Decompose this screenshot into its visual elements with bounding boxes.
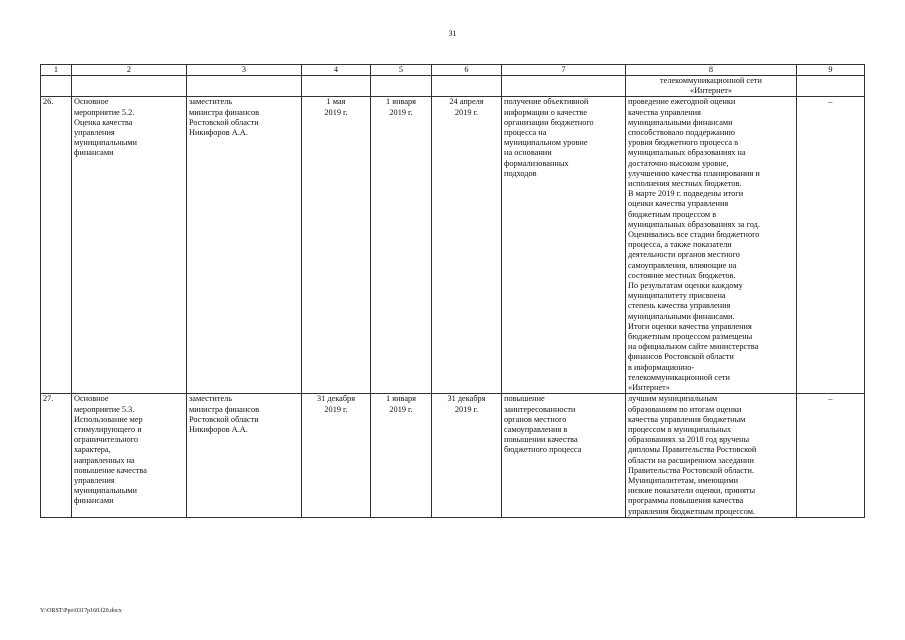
- text-line: 1 января: [386, 394, 416, 404]
- text-line: Ростовской области: [189, 117, 259, 127]
- text-line: Оценивались все стадии бюджетного: [628, 230, 760, 240]
- text-line: управления: [74, 475, 115, 485]
- text-line: самоуправления, влияющие на: [628, 260, 737, 270]
- text-line: Основное: [74, 97, 109, 107]
- text-line: министра финансов: [189, 404, 260, 414]
- text-line: органов местного: [504, 414, 567, 424]
- start-date-cell: [371, 97, 432, 394]
- text-line: 2019 г.: [454, 107, 479, 117]
- column-number-row: [41, 65, 865, 76]
- text-line: программы повышения качества: [628, 496, 744, 506]
- text-line: формализованных: [504, 158, 569, 168]
- text-line: бюджетного процесса: [504, 445, 582, 455]
- text-line: проведение ежегодной оценки: [628, 97, 736, 107]
- text-line: на официальном сайте министерства: [628, 342, 759, 352]
- text-line: Ростовской области: [189, 414, 259, 424]
- text-line: способствовало поддержанию: [628, 128, 735, 138]
- text-line: муниципальными: [74, 138, 137, 148]
- text-line: мероприятие 5.2.: [74, 107, 135, 117]
- continuation-cell: [626, 76, 797, 97]
- continuation-row: [41, 76, 865, 97]
- text-line: 31 декабря: [316, 394, 356, 404]
- text-line: муниципальными финансами.: [628, 311, 735, 321]
- text-line: деятельности органов местного: [628, 250, 740, 260]
- page-number: 31: [448, 29, 457, 38]
- text-line: подходов: [504, 168, 537, 178]
- expected-result-cell: [502, 97, 626, 394]
- text-line: процессом в муниципальных: [628, 424, 732, 434]
- text-line: образованиях за 2018 год вручены: [628, 435, 750, 445]
- text-line: муниципальными финансами: [628, 117, 733, 127]
- text-line: 1 января: [386, 97, 416, 107]
- text-line: муниципальных образованиях за год.: [628, 219, 760, 229]
- header-cell: 8: [626, 65, 797, 76]
- text-line: уровня бюджетного процесса в: [628, 138, 739, 148]
- file-path-footer: Y:\ORST\Ppo\0317p160.f20.docx: [40, 608, 122, 614]
- text-line: 24 апреля: [449, 97, 484, 107]
- header-cell: 5: [371, 65, 432, 76]
- table-row: [41, 97, 865, 394]
- text-line: муниципальных образованиях на: [628, 148, 746, 158]
- text-line: министра финансов: [189, 107, 260, 117]
- text-line: заместитель: [189, 394, 233, 404]
- text-line: качества управления: [628, 107, 701, 117]
- header-cell: 4: [302, 65, 371, 76]
- text-line: области на расширенном заседании: [628, 455, 754, 465]
- text-line: исполнения местных бюджетов.: [628, 179, 742, 189]
- header-cell: 1: [41, 65, 72, 76]
- text-line: заместитель: [189, 97, 233, 107]
- reasons-cell: –: [797, 97, 865, 394]
- expected-result-cell: [502, 394, 626, 517]
- responsible-cell: [187, 394, 302, 517]
- text-line: управления бюджетным процессом.: [628, 506, 756, 516]
- text-line: бюджетным процессом в: [628, 209, 717, 219]
- text-line: Использование мер: [74, 414, 143, 424]
- text-line: 2019 г.: [324, 107, 348, 117]
- text-line: повышение: [504, 394, 545, 404]
- text-line: «Интернет»: [690, 86, 732, 96]
- text-line: бюджетным процессом размещены: [628, 332, 753, 342]
- text-line: Основное: [74, 394, 109, 404]
- text-line: Никифоров А.А.: [189, 128, 248, 138]
- text-line: стимулирующего и: [74, 424, 142, 434]
- text-line: характера,: [74, 445, 111, 455]
- text-line: В марте 2019 г. подведены итоги: [628, 189, 744, 199]
- text-line: финансами: [74, 496, 114, 506]
- text-line: на основании: [504, 148, 552, 158]
- text-line: 1 мая: [326, 97, 346, 107]
- text-line: достаточно высоком уровне,: [628, 158, 729, 168]
- text-line: оценки качества управления: [628, 199, 729, 209]
- text-line: улучшению качества планирования и: [628, 168, 760, 178]
- start-date-cell: [371, 394, 432, 517]
- text-line: мероприятие 5.3.: [74, 404, 135, 414]
- row-number: 26.: [41, 97, 72, 394]
- text-line: телекоммуникационной сети: [660, 76, 762, 85]
- text-line: По результатам оценки каждому: [628, 281, 743, 291]
- text-line: финансов Ростовской области: [628, 352, 734, 362]
- text-line: степень качества управления: [628, 301, 731, 311]
- text-line: 2019 г.: [389, 404, 413, 414]
- text-line: телекоммуникационной сети: [628, 372, 730, 382]
- text-line: Никифоров А.А.: [189, 424, 248, 434]
- activity-cell: [72, 394, 187, 517]
- text-line: ограничительного: [74, 435, 139, 445]
- actual-result-cell: [626, 97, 797, 394]
- report-table: [40, 64, 865, 518]
- text-line: состояние местных бюджетов.: [628, 270, 736, 280]
- text-line: 2019 г.: [389, 107, 413, 117]
- text-line: процесса, а также показатели: [628, 240, 732, 250]
- text-line: муниципальными: [74, 486, 137, 496]
- text-line: повышении качества: [504, 435, 578, 445]
- text-line: заинтересованности: [504, 404, 576, 414]
- header-cell: 6: [432, 65, 502, 76]
- reasons-cell: –: [797, 394, 865, 517]
- header-cell: 3: [187, 65, 302, 76]
- text-line: Итоги оценки качества управления: [628, 321, 752, 331]
- header-cell: 2: [72, 65, 187, 76]
- responsible-cell: [187, 97, 302, 394]
- text-line: муниципалитету присвоена: [628, 291, 726, 301]
- text-line: Муниципалитетам, имеющими: [628, 475, 739, 485]
- text-line: муниципальном уровне: [504, 138, 588, 148]
- text-line: дипломы Правительства Ростовской: [628, 445, 757, 455]
- text-line: самоуправления в: [504, 424, 568, 434]
- end-date-cell: [432, 394, 502, 517]
- plan-date-cell: [302, 97, 371, 394]
- end-date-cell: [432, 97, 502, 394]
- text-line: Правительства Ростовской области.: [628, 465, 755, 475]
- text-line: 31 декабря: [447, 394, 486, 404]
- text-line: финансами: [74, 148, 114, 158]
- text-line: Оценка качества: [74, 117, 133, 127]
- plan-date-cell: [302, 394, 371, 517]
- text-line: получение объективной: [504, 97, 589, 107]
- text-line: лучшим муниципальным: [628, 394, 718, 404]
- text-line: управления: [74, 128, 115, 138]
- text-line: 2019 г.: [324, 404, 348, 414]
- text-line: образованиям по итогам оценки: [628, 404, 742, 414]
- text-line: качества управления бюджетным: [628, 414, 746, 424]
- row-number: 27.: [41, 394, 72, 517]
- header-cell: 9: [797, 65, 865, 76]
- text-line: организации бюджетного: [504, 117, 594, 127]
- table-row: [41, 394, 865, 517]
- text-line: процесса на: [504, 128, 547, 138]
- text-line: в информационно-: [628, 362, 695, 372]
- activity-cell: [72, 97, 187, 394]
- actual-result-cell: [626, 394, 797, 517]
- text-line: «Интернет»: [628, 383, 670, 393]
- text-line: низкие показатели оценки, приняты: [628, 486, 756, 496]
- text-line: повышение качества: [74, 465, 147, 475]
- text-line: направленных на: [74, 455, 135, 465]
- header-cell: 7: [502, 65, 626, 76]
- text-line: 2019 г.: [454, 404, 479, 414]
- text-line: информации о качестве: [504, 107, 588, 117]
